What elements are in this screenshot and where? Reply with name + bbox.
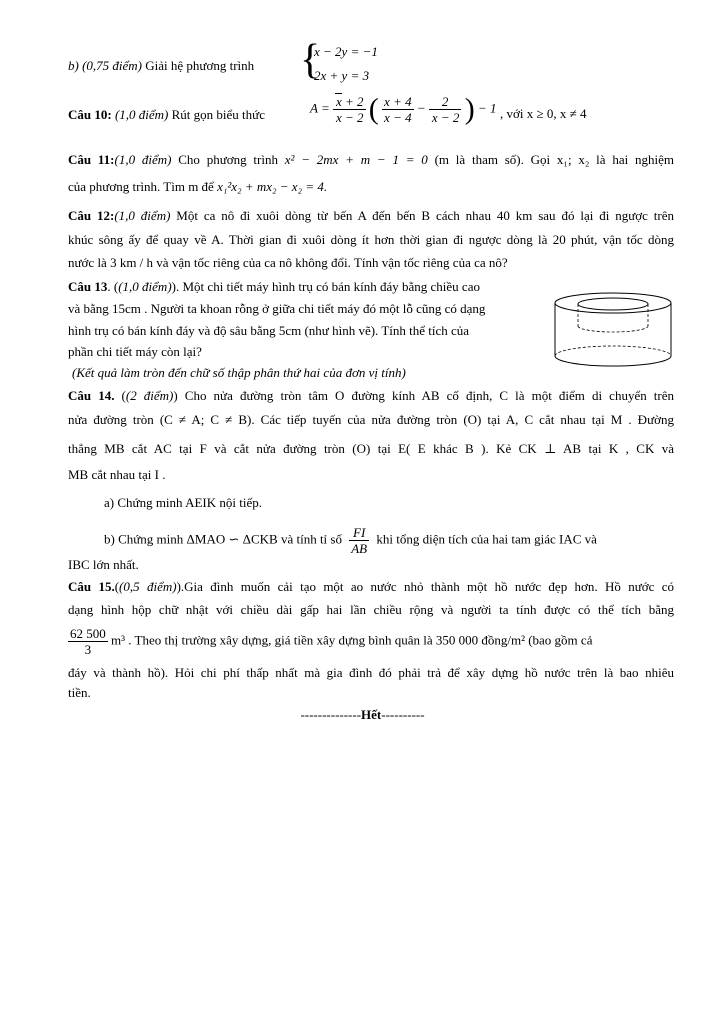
q13-line2: và bằng 15cm . Người ta khoan rỗng ở giữa chi tiết máy đó một lỗ cũng có dạng (68, 301, 486, 316)
q14-part-b2: khi tổng diện tích của hai tam giác IAC và (376, 531, 597, 547)
q9b-label: b) (0,75 điểm) (68, 58, 143, 73)
q15-volume-num: 62 500 (70, 626, 106, 641)
q11-line1-a: Cho phương trình (171, 152, 285, 167)
q13-line1: Câu 13. ((1,0 điểm)). Một chi tiết máy hình trụ có bán kính đáy bằng chiều cao (68, 279, 480, 294)
q14-line4: MB cắt nhau tại I . (68, 467, 166, 482)
q14-part-a: a) Chứng minh AEIK nội tiếp. (104, 495, 262, 510)
q10-text: Rút gọn biểu thức (168, 107, 265, 122)
q15-line3-text: m³ . Theo thị trường xây dựng, giá tiền xây dựng bình quân là 350 000 đồng/m² (bao gồm cả (107, 632, 593, 648)
q15-volume-den: 3 (84, 642, 92, 657)
q14-line3: thẳng MB cắt AC tại F và cắt nửa đường tròn (O) tại E( E khác B ). Kẻ CK ⊥ AB tại K , CK và (68, 441, 674, 456)
q13-line4: phần chi tiết máy còn lại? (68, 344, 202, 359)
q14-part-b (104, 525, 674, 556)
q14-points: (2 điểm) (125, 388, 174, 403)
q11-line2 (68, 178, 674, 196)
q15-line2: dạng hình hộp chữ nhật với chiều dài gấp hai lần chiều rộng và người ta tính được có thể tích bằng (68, 602, 674, 617)
system-brace: { (300, 37, 321, 83)
system-eq2: 2x + y = 3 (314, 68, 370, 83)
q14-part-b3: IBC lớn nhất. (68, 557, 139, 572)
q14-ratio-num: FI (349, 525, 369, 541)
q13-note: (Kết quả làm tròn đến chữ số thập phân thứ hai của đơn vị tính) (72, 365, 406, 380)
end-text: Hết (361, 707, 382, 722)
q11-line2-a: của phương trình. Tìm m để (68, 179, 218, 194)
q12-label: Câu 12: (68, 208, 115, 223)
q14-label: Câu 14. (68, 388, 115, 403)
q14-line1-text: Cho nửa đường tròn tâm O đường kính AB cố định, C là một điểm di chuyển trên (177, 388, 674, 403)
q11-equation: x² − 2mx + m − 1 = 0 (284, 152, 428, 167)
q10-condition: , với x ≥ 0, x ≠ 4 (500, 106, 587, 121)
q12-points: (1,0 điểm) (114, 208, 171, 223)
q14-line1: Câu 14. ((2 điểm)) Cho nửa đường tròn tâm O đường kính AB cố định, C là một điểm di chuyển trên (68, 388, 674, 403)
q11-condition: x₁²x₂ + mx₂ − x₂ = 4. (217, 179, 328, 194)
q14-line2: nửa đường tròn (C ≠ A; C ≠ B). Các tiếp tuyến của nửa đường tròn (O) tại A, C cắt nhau tại M . Đường (68, 412, 674, 427)
q15-line5: tiền. (68, 685, 91, 700)
q13-line1-text: . Một chi tiết máy hình trụ có bán kính đáy bằng chiều cao (176, 279, 480, 294)
q13-line3: hình trụ có bán kính đáy và độ sâu bằng 5cm (như hình vẽ). Tính thể tích của (68, 323, 470, 338)
q15-line1-text: .Gia đình muốn cải tạo một ao nước nhỏ thành một hồ nước đẹp hơn. Hồ nước có (180, 579, 674, 594)
q14-ratio-den: AB (351, 541, 368, 556)
q13-label: Câu 13 (68, 279, 108, 294)
end-marker (0, 707, 725, 723)
q15-volume (68, 626, 108, 657)
end-dashes-right: ---------- (381, 707, 425, 722)
q11-line1 (68, 151, 674, 169)
q11-label: Câu 11: (68, 152, 115, 167)
q14-ratio (349, 525, 369, 556)
cylinder-figure (550, 290, 676, 370)
q15-line4: đáy và thành hồ). Hỏi chi phí thấp nhất mà gia đình đó phải trả để xây dựng hồ nước trên là bao nhiêu (68, 665, 674, 680)
end-dashes-left: -------------- (300, 707, 362, 722)
q13-points: (1,0 điểm) (118, 279, 172, 294)
system-eq1: x − 2y = −1 (314, 44, 378, 59)
q12-line2: khúc sông ấy để quay về A. Thời gian đi xuôi dòng ít hơn thời gian đi ngược dòng là 20 phút, vận tốc dòng (68, 232, 674, 247)
q10-label: Câu 10: (68, 107, 112, 122)
q12-line1 (68, 207, 674, 225)
q10-expression: A = $\frac{x + 2}{x - 2}$ ( $\frac{x + 4}{x - 4}$ − $\frac{2}{x - 2}$ ) − 1 (310, 92, 497, 126)
q11-points: (1,0 điểm) (114, 152, 172, 167)
q15-line3 (68, 626, 674, 657)
q14-part-b1: b) Chứng minh ΔMAO ∽ ΔCKB và tính tỉ số (104, 531, 342, 547)
q11-line1-b: (m là tham số). Gọi x₁; x₂ là hai nghiệm (427, 152, 674, 167)
q15-line1: Câu 15.((0,5 điểm)).Gia đình muốn cải tạo một ao nước nhỏ thành một hồ nước đẹp hơn. Hồ nước có (68, 579, 674, 594)
q15-label: Câu 15. (68, 579, 115, 594)
q12-line1-text: Một ca nô đi xuôi dòng từ bến A đến bến B cách nhau 40 km sau đó lại đi ngược trên (170, 208, 674, 223)
q10-points: (1,0 điểm) (114, 107, 169, 122)
q12-line3: nước là 3 km / h và vận tốc riêng của ca nô không đổi. Tính vận tốc riêng của ca nô? (68, 255, 508, 270)
q9b-text: Giải hệ phương trình (142, 58, 255, 73)
q15-points: (0,5 điểm) (119, 579, 177, 594)
